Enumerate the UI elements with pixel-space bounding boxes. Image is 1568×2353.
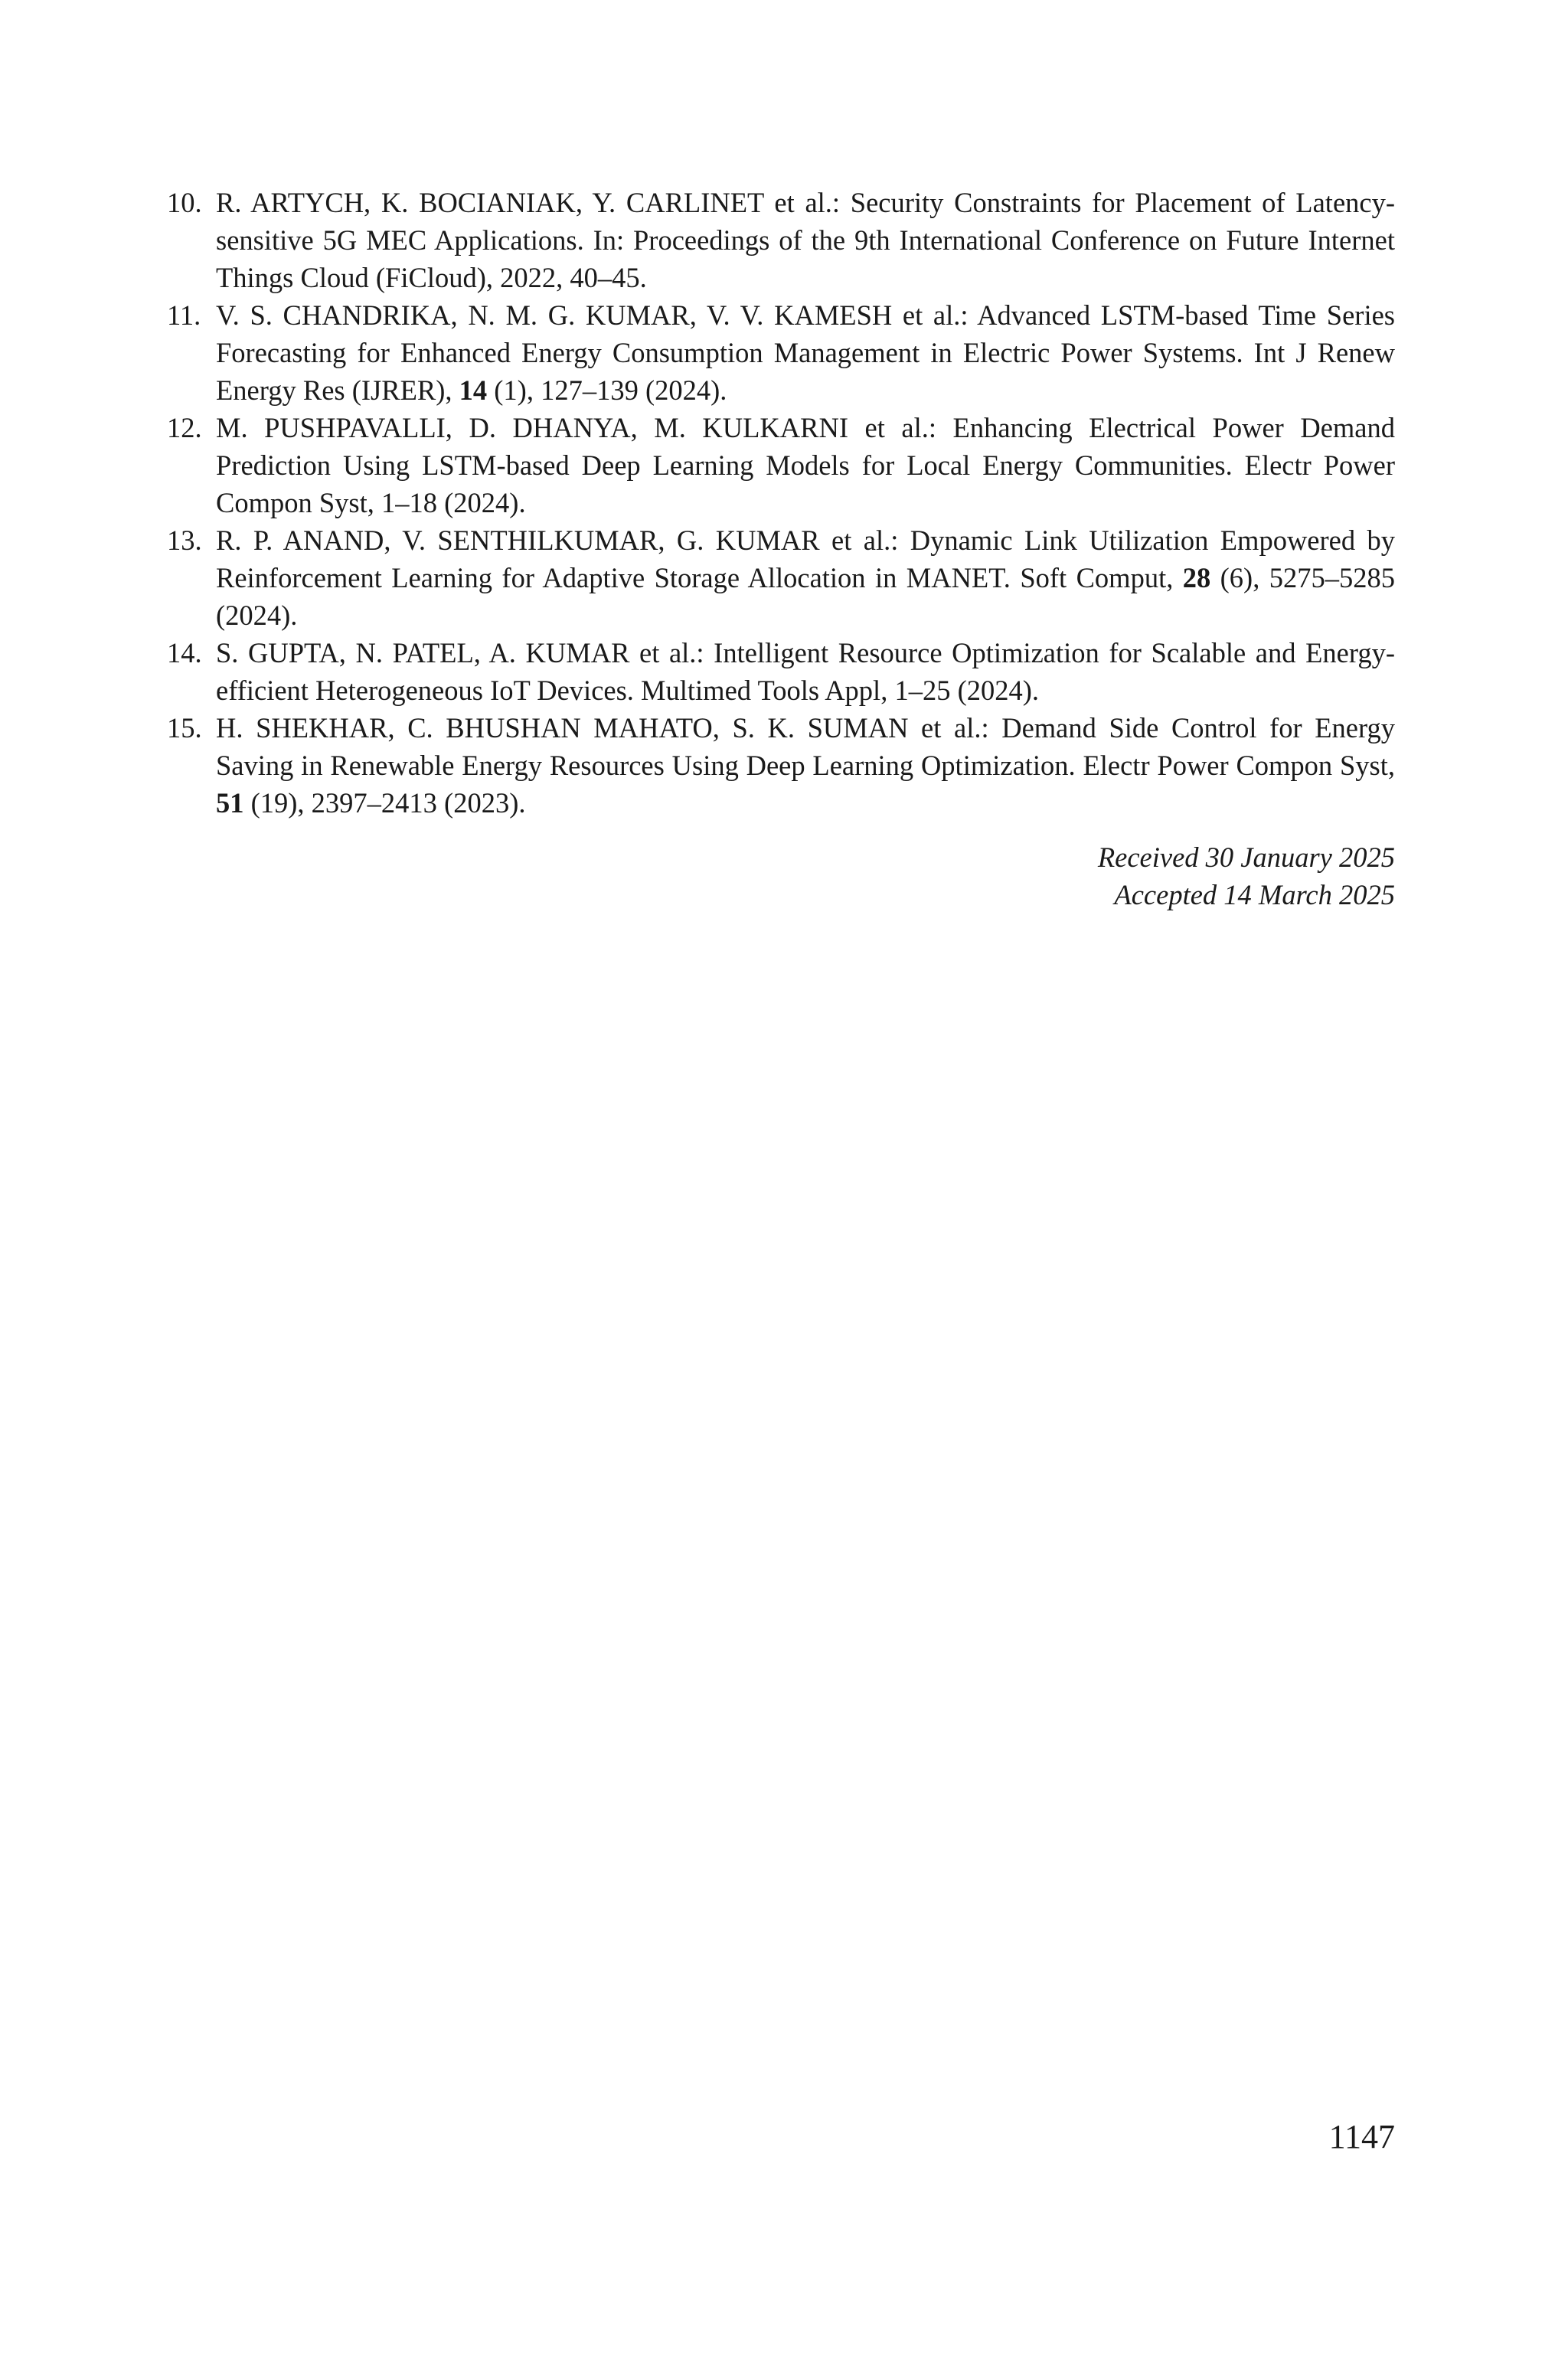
reference-volume: 51 (216, 787, 244, 819)
reference-number: 11. (167, 299, 201, 331)
reference-number: 10. (167, 187, 202, 218)
reference-number: 14. (167, 637, 202, 668)
reference-text: H. SHEKHAR, C. BHUSHAN MAHATO, S. K. SUMAN et al.: Demand Side Control for Energy Saving in Renewable Energy Resources Using Deep Learning Optimization. Electr Power Compon Syst, 51 (19), 2397–2413 (2023). (216, 712, 1395, 819)
reference-number: 15. (167, 712, 202, 743)
reference-text: R. ARTYCH, K. BOCIANIAK, Y. CARLINET et al.: Security Constraints for Placement of Latency-sensitive 5G MEC Applications. In: Proceedings of the 9th International Conference on Future Internet Things Cloud (FiCloud), 2022, 40–45. (216, 187, 1395, 293)
reference-item (167, 296, 1395, 409)
reference-text: S. GUPTA, N. PATEL, A. KUMAR et al.: Intelligent Resource Optimization for Scalable and Energy-efficient Heterogeneous IoT Devices. Multimed Tools Appl, 1–25 (2024). (216, 637, 1395, 706)
page-number: 1147 (1328, 2118, 1395, 2155)
article-dates (1098, 838, 1395, 913)
reference-item (167, 184, 1395, 296)
reference-item (167, 709, 1395, 822)
reference-item (167, 634, 1395, 709)
reference-list (167, 184, 1395, 822)
reference-volume: 28 (1182, 562, 1211, 593)
reference-item (167, 521, 1395, 634)
reference-item (167, 409, 1395, 521)
reference-volume: 14 (459, 374, 488, 406)
accepted-date: Accepted 14 March 2025 (1114, 879, 1395, 910)
reference-number: 12. (167, 412, 202, 443)
reference-number: 13. (167, 525, 202, 556)
reference-text: V. S. CHANDRIKA, N. M. G. KUMAR, V. V. KAMESH et al.: Advanced LSTM-based Time Series Forecasting for Enhanced Energy Consumption Management in Electric Power Systems. Int J Renew Energy Res (IJRER), 14 (1), 127–139 (2024). (216, 299, 1395, 406)
received-date: Received 30 January 2025 (1097, 842, 1395, 873)
reference-text: R. P. ANAND, V. SENTHILKUMAR, G. KUMAR et al.: Dynamic Link Utilization Empowered by Reinforcement Learning for Adaptive Storage Allocation in MANET. Soft Comput, 28 (6), 5275–5285 (2024). (216, 525, 1395, 631)
reference-text: M. PUSHPAVALLI, D. DHANYA, M. KULKARNI et al.: Enhancing Electrical Power Demand Prediction Using LSTM-based Deep Learning Models for Local Energy Communities. Electr Power Compon Syst, 1–18 (2024). (216, 412, 1395, 518)
